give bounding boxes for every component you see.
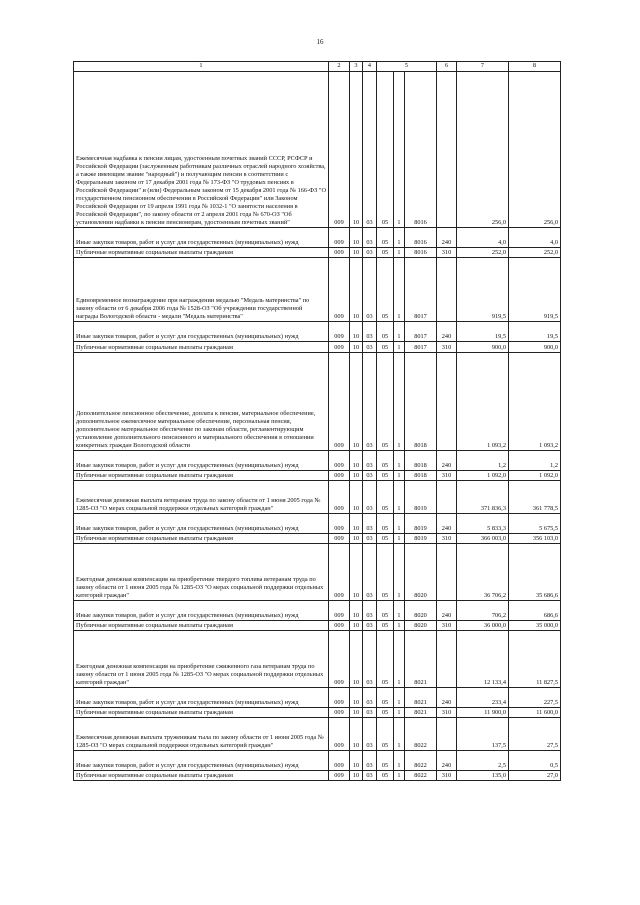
table-row [74,514,561,534]
table-row [74,688,561,708]
target-code-cell: 8021 [405,708,437,718]
program-code-cell: 05 [377,771,394,781]
subprogram-code-cell: 1 [394,322,405,342]
row-name-cell: Иные закупки товаров, работ и услуг для государственных (муниципальных) нужд [74,751,329,771]
target-code-cell: 8017 [405,322,437,342]
table-row [74,248,561,258]
target-code-cell: 8018 [405,471,437,481]
amount-year-1-cell: 137,5 [457,718,509,751]
subprogram-code-cell: 1 [394,342,405,353]
amount-year-1-cell: 256,0 [457,72,509,228]
target-code-cell: 8021 [405,631,437,688]
amount-year-2-cell: 227,5 [509,688,561,708]
subprogram-code-cell: 1 [394,708,405,718]
target-code-cell: 8017 [405,258,437,322]
admin-code-cell: 009 [329,708,350,718]
admin-code-cell: 009 [329,544,350,601]
target-code-cell: 8018 [405,353,437,451]
subsection-code-cell: 03 [363,481,377,514]
section-code-cell: 10 [350,601,363,621]
table-row [74,544,561,601]
subsection-code-cell: 03 [363,621,377,631]
table-row [74,72,561,228]
expense-type-code-cell [437,544,457,601]
section-code-cell: 10 [350,342,363,353]
subsection-code-cell: 03 [363,258,377,322]
row-name-cell: Ежегодная денежная компенсация на приобретение сжиженного газа ветеранам труда по закону области от 1 июня 2005 года № 1285-ОЗ "О мерах социальной поддержки отдельных категорий граждан" [74,631,329,688]
header-cell: 1 [74,62,329,72]
amount-year-1-cell: 4,0 [457,228,509,248]
expense-type-code-cell: 310 [437,471,457,481]
table-row [74,471,561,481]
row-name-cell: Иные закупки товаров, работ и услуг для государственных (муниципальных) нужд [74,688,329,708]
expense-type-code-cell: 310 [437,342,457,353]
subprogram-code-cell: 1 [394,601,405,621]
budget-table [73,61,561,781]
subsection-code-cell: 03 [363,514,377,534]
program-code-cell: 05 [377,534,394,544]
program-code-cell: 05 [377,248,394,258]
expense-type-code-cell [437,481,457,514]
subsection-code-cell: 03 [363,544,377,601]
amount-year-2-cell: 1 092,0 [509,471,561,481]
expense-type-code-cell [437,258,457,322]
admin-code-cell: 009 [329,481,350,514]
amount-year-1-cell: 1 093,2 [457,353,509,451]
table-header-row [74,62,561,72]
subsection-code-cell: 03 [363,708,377,718]
admin-code-cell: 009 [329,322,350,342]
subsection-code-cell: 03 [363,228,377,248]
amount-year-2-cell: 1,2 [509,451,561,471]
subsection-code-cell: 03 [363,248,377,258]
program-code-cell: 05 [377,751,394,771]
expense-type-code-cell [437,631,457,688]
subprogram-code-cell: 1 [394,248,405,258]
row-name-cell: Ежемесячная надбавка к пенсии лицам, удостоенным почетных званий СССР, РСФСР и Российской Федерации (заслуженным работникам различных отраслей народного хозяйства, а также имеющим звание "народный") и получающим пенсии в соответствии с Федеральным законом от 17 декабря 2001 года № 173-ФЗ "О трудовых пенсиях в Российской Федерации" и (или) Федеральным законом от 15 декабря 2001 года № 166-ФЗ "О государственном пенсионном обеспечении в Российской Федерации" или Законом Российской Федерации от 19 апреля 1991 года № 1032-1 "О занятости населения в Российской Федерации", по закону области от 2 апреля 2001 года № 670-ОЗ "Об установлении надбавки к пенсии пенсионерам, удостоенным почетных званий" [74,72,329,228]
section-code-cell: 10 [350,751,363,771]
subprogram-code-cell: 1 [394,534,405,544]
subprogram-code-cell: 1 [394,771,405,781]
admin-code-cell: 009 [329,258,350,322]
amount-year-1-cell: 706,2 [457,601,509,621]
amount-year-2-cell: 252,0 [509,248,561,258]
table-row [74,342,561,353]
admin-code-cell: 009 [329,514,350,534]
section-code-cell: 10 [350,708,363,718]
row-name-cell: Публичные нормативные социальные выплаты гражданам [74,771,329,781]
subsection-code-cell: 03 [363,353,377,451]
row-name-cell: Иные закупки товаров, работ и услуг для государственных (муниципальных) нужд [74,228,329,248]
subprogram-code-cell: 1 [394,718,405,751]
table-row [74,228,561,248]
amount-year-1-cell: 900,0 [457,342,509,353]
target-code-cell: 8019 [405,514,437,534]
admin-code-cell: 009 [329,631,350,688]
table-row [74,771,561,781]
expense-type-code-cell: 240 [437,228,457,248]
amount-year-2-cell: 11 827,5 [509,631,561,688]
amount-year-2-cell: 11 600,0 [509,708,561,718]
subsection-code-cell: 03 [363,601,377,621]
section-code-cell: 10 [350,544,363,601]
table-row [74,451,561,471]
subsection-code-cell: 03 [363,534,377,544]
table-row [74,718,561,751]
admin-code-cell: 009 [329,248,350,258]
program-code-cell: 05 [377,601,394,621]
target-code-cell: 8020 [405,601,437,621]
row-name-cell: Иные закупки товаров, работ и услуг для государственных (муниципальных) нужд [74,601,329,621]
subprogram-code-cell: 1 [394,481,405,514]
table-row [74,258,561,322]
program-code-cell: 05 [377,228,394,248]
row-name-cell: Иные закупки товаров, работ и услуг для государственных (муниципальных) нужд [74,514,329,534]
header-cell: 7 [457,62,509,72]
program-code-cell: 05 [377,621,394,631]
admin-code-cell: 009 [329,342,350,353]
table-row [74,322,561,342]
subprogram-code-cell: 1 [394,688,405,708]
header-cell: 3 [350,62,363,72]
row-name-cell: Публичные нормативные социальные выплаты гражданам [74,248,329,258]
table-row [74,708,561,718]
expense-type-code-cell: 310 [437,248,457,258]
amount-year-1-cell: 19,5 [457,322,509,342]
row-name-cell: Ежегодная денежная компенсация на приобретение твердого топлива ветеранам труда по закону области от 1 июня 2005 года № 1285-ОЗ "О мерах социальной поддержки отдельных категорий граждан" [74,544,329,601]
expense-type-code-cell: 310 [437,708,457,718]
amount-year-2-cell: 356 103,0 [509,534,561,544]
row-name-cell: Ежемесячная денежная выплата труженикам тыла по закону области от 1 июня 2005 года № 1285-ОЗ "О мерах социальной поддержки отдельных категорий граждан" [74,718,329,751]
program-code-cell: 05 [377,342,394,353]
admin-code-cell: 009 [329,751,350,771]
header-cell: 5 [377,62,437,72]
amount-year-2-cell: 0,5 [509,751,561,771]
admin-code-cell: 009 [329,228,350,248]
table-row [74,353,561,451]
subsection-code-cell: 03 [363,688,377,708]
row-name-cell: Дополнительное пенсионное обеспечение, доплата к пенсии, материальное обеспечение, дополнительное ежемесячное материальное обеспечение, персональная пенсия, дополнительное материальное обеспечение по законам области, регламентирующим установление дополнительного пенсионного и материального обеспечения в отношении конкретных граждан Вологодской области [74,353,329,451]
program-code-cell: 05 [377,708,394,718]
amount-year-2-cell: 27,5 [509,718,561,751]
program-code-cell: 05 [377,514,394,534]
row-name-cell: Публичные нормативные социальные выплаты гражданам [74,342,329,353]
row-name-cell: Иные закупки товаров, работ и услуг для государственных (муниципальных) нужд [74,322,329,342]
table-row [74,621,561,631]
page-number: 16 [316,38,324,46]
table-row [74,481,561,514]
subprogram-code-cell: 1 [394,258,405,322]
target-code-cell: 8022 [405,771,437,781]
target-code-cell: 8018 [405,451,437,471]
row-name-cell: Единовременное вознаграждение при награждении медалью "Медаль материнства" по закону области от 6 декабря 2006 года № 1528-ОЗ "Об учреждении государственной награды Вологодской области - медали "Медаль материнства" [74,258,329,322]
section-code-cell: 10 [350,718,363,751]
section-code-cell: 10 [350,481,363,514]
subprogram-code-cell: 1 [394,621,405,631]
amount-year-2-cell: 5 675,5 [509,514,561,534]
program-code-cell: 05 [377,688,394,708]
amount-year-2-cell: 919,5 [509,258,561,322]
subsection-code-cell: 03 [363,751,377,771]
expense-type-code-cell: 310 [437,534,457,544]
subsection-code-cell: 03 [363,72,377,228]
amount-year-2-cell: 27,0 [509,771,561,781]
target-code-cell: 8016 [405,228,437,248]
expense-type-code-cell: 310 [437,771,457,781]
target-code-cell: 8019 [405,481,437,514]
row-name-cell: Публичные нормативные социальные выплаты гражданам [74,621,329,631]
admin-code-cell: 009 [329,621,350,631]
section-code-cell: 10 [350,688,363,708]
subprogram-code-cell: 1 [394,514,405,534]
expense-type-code-cell: 240 [437,688,457,708]
section-code-cell: 10 [350,228,363,248]
amount-year-1-cell: 919,5 [457,258,509,322]
section-code-cell: 10 [350,258,363,322]
section-code-cell: 10 [350,471,363,481]
subsection-code-cell: 03 [363,451,377,471]
subprogram-code-cell: 1 [394,471,405,481]
section-code-cell: 10 [350,631,363,688]
amount-year-1-cell: 2,5 [457,751,509,771]
subprogram-code-cell: 1 [394,631,405,688]
expense-type-code-cell: 240 [437,514,457,534]
amount-year-1-cell: 233,4 [457,688,509,708]
section-code-cell: 10 [350,771,363,781]
admin-code-cell: 009 [329,471,350,481]
program-code-cell: 05 [377,718,394,751]
program-code-cell: 05 [377,258,394,322]
target-code-cell: 8022 [405,718,437,751]
section-code-cell: 10 [350,514,363,534]
target-code-cell: 8020 [405,621,437,631]
admin-code-cell: 009 [329,72,350,228]
subprogram-code-cell: 1 [394,751,405,771]
target-code-cell: 8016 [405,248,437,258]
expense-type-code-cell [437,72,457,228]
subprogram-code-cell: 1 [394,544,405,601]
admin-code-cell: 009 [329,534,350,544]
amount-year-2-cell: 1 093,2 [509,353,561,451]
expense-type-code-cell [437,718,457,751]
admin-code-cell: 009 [329,353,350,451]
expense-type-code-cell: 240 [437,451,457,471]
program-code-cell: 05 [377,451,394,471]
subsection-code-cell: 03 [363,322,377,342]
subprogram-code-cell: 1 [394,451,405,471]
target-code-cell: 8020 [405,544,437,601]
target-code-cell: 8022 [405,751,437,771]
amount-year-1-cell: 5 833,3 [457,514,509,534]
admin-code-cell: 009 [329,451,350,471]
expense-type-code-cell: 240 [437,751,457,771]
section-code-cell: 10 [350,451,363,471]
amount-year-1-cell: 1,2 [457,451,509,471]
amount-year-2-cell: 35 686,6 [509,544,561,601]
program-code-cell: 05 [377,353,394,451]
section-code-cell: 10 [350,72,363,228]
amount-year-1-cell: 252,0 [457,248,509,258]
program-code-cell: 05 [377,322,394,342]
table-row [74,631,561,688]
amount-year-2-cell: 900,0 [509,342,561,353]
target-code-cell: 8017 [405,342,437,353]
amount-year-2-cell: 35 000,0 [509,621,561,631]
section-code-cell: 10 [350,534,363,544]
admin-code-cell: 009 [329,718,350,751]
amount-year-2-cell: 19,5 [509,322,561,342]
target-code-cell: 8016 [405,72,437,228]
subprogram-code-cell: 1 [394,228,405,248]
section-code-cell: 10 [350,322,363,342]
expense-type-code-cell: 240 [437,322,457,342]
amount-year-1-cell: 36 706,2 [457,544,509,601]
row-name-cell: Иные закупки товаров, работ и услуг для государственных (муниципальных) нужд [74,451,329,471]
amount-year-2-cell: 361 778,5 [509,481,561,514]
admin-code-cell: 009 [329,601,350,621]
section-code-cell: 10 [350,621,363,631]
amount-year-1-cell: 366 003,0 [457,534,509,544]
header-cell: 8 [509,62,561,72]
subprogram-code-cell: 1 [394,72,405,228]
expense-type-code-cell: 240 [437,601,457,621]
subsection-code-cell: 03 [363,342,377,353]
expense-type-code-cell: 310 [437,621,457,631]
table-row [74,751,561,771]
subsection-code-cell: 03 [363,771,377,781]
amount-year-1-cell: 135,0 [457,771,509,781]
admin-code-cell: 009 [329,771,350,781]
row-name-cell: Ежемесячная денежная выплата ветеранам труда по закону области от 1 июня 2005 года № 1285-ОЗ "О мерах социальной поддержки отдельных категорий граждан" [74,481,329,514]
target-code-cell: 8019 [405,534,437,544]
subsection-code-cell: 03 [363,718,377,751]
row-name-cell: Публичные нормативные социальные выплаты гражданам [74,534,329,544]
program-code-cell: 05 [377,481,394,514]
section-code-cell: 10 [350,353,363,451]
row-name-cell: Публичные нормативные социальные выплаты гражданам [74,708,329,718]
program-code-cell: 05 [377,72,394,228]
section-code-cell: 10 [350,248,363,258]
header-cell: 4 [363,62,377,72]
amount-year-1-cell: 1 092,0 [457,471,509,481]
header-cell: 6 [437,62,457,72]
amount-year-1-cell: 11 900,0 [457,708,509,718]
header-cell: 2 [329,62,350,72]
program-code-cell: 05 [377,631,394,688]
amount-year-2-cell: 256,0 [509,72,561,228]
expense-type-code-cell [437,353,457,451]
program-code-cell: 05 [377,544,394,601]
table-row [74,534,561,544]
subsection-code-cell: 03 [363,471,377,481]
amount-year-2-cell: 4,0 [509,228,561,248]
target-code-cell: 8021 [405,688,437,708]
row-name-cell: Публичные нормативные социальные выплаты гражданам [74,471,329,481]
table-row [74,601,561,621]
amount-year-1-cell: 36 000,0 [457,621,509,631]
amount-year-2-cell: 686,6 [509,601,561,621]
admin-code-cell: 009 [329,688,350,708]
program-code-cell: 05 [377,471,394,481]
amount-year-1-cell: 371 836,3 [457,481,509,514]
subsection-code-cell: 03 [363,631,377,688]
subprogram-code-cell: 1 [394,353,405,451]
amount-year-1-cell: 12 133,4 [457,631,509,688]
